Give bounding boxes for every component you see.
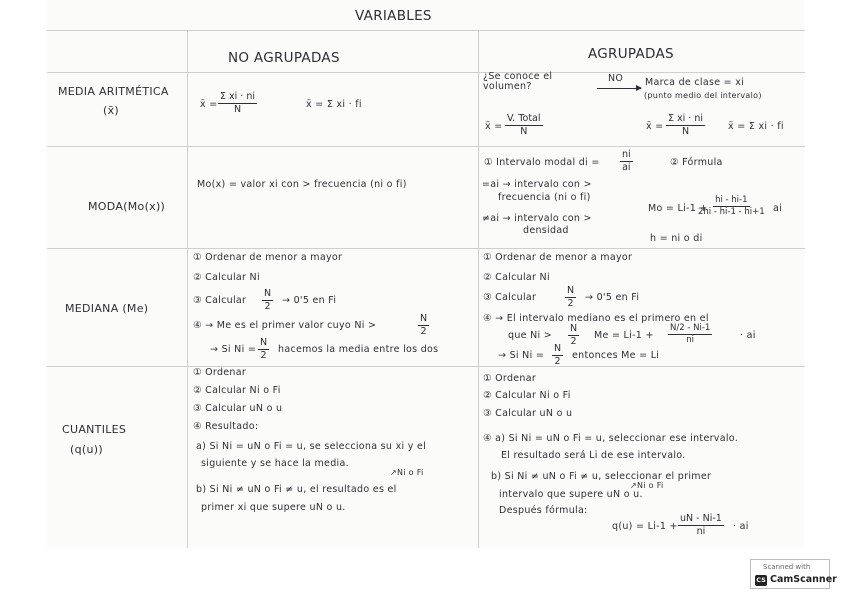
media-agrup-fi: x̄ = Σ xi · fi [728, 121, 784, 132]
moda-formula-lhs: Mo = Li-1 + [648, 203, 708, 214]
mediana-step-1: ① Ordenar de menor a mayor [193, 252, 343, 263]
row-divider [47, 366, 805, 367]
fraction-numerator: N [264, 288, 272, 299]
mediana-agrup-step-5-rest: entonces Me = Li [572, 350, 660, 361]
media-punto-medio: (punto medio del intervalo) [644, 91, 762, 100]
media-vt-fraction [505, 114, 543, 137]
cuantiles-agrup-step-2: ② Calcular Ni o Fi [483, 390, 571, 401]
fraction-denominator: 2 [260, 349, 267, 361]
moda-formula-fraction [698, 196, 765, 217]
row-label-mediana: MEDIANA (Me) [65, 302, 149, 315]
media-marca-clase: Marca de clase = xi [645, 77, 745, 88]
mediana-agrup-step-3-rest: → 0'5 en Fi [585, 292, 640, 303]
column-header-no-agrupadas: NO AGRUPADAS [228, 50, 340, 66]
mediana-agrup-step-1: ① Ordenar de menor a mayor [483, 252, 633, 263]
row-label-media: MEDIA ARITMÉTICA [58, 85, 169, 98]
moda-di-fraction [620, 150, 633, 173]
camscanner-badge [750, 559, 837, 589]
row-divider [47, 146, 805, 147]
media-fraction [218, 92, 257, 115]
fraction-denominator: 2 [554, 355, 561, 367]
row-label-moda: MODA(Mo(x)) [88, 200, 166, 213]
column-divider [478, 30, 479, 548]
row-label-cuantiles: CUANTILES [62, 423, 127, 436]
cuantiles-formula-fraction [678, 514, 724, 537]
moda-intervalo-modal: ① Intervalo modal di = [484, 157, 600, 168]
row-divider [47, 248, 805, 249]
media-formula-fi: x̄ = Σ xi · fi [306, 99, 362, 110]
row-symbol-media: (x̄) [103, 104, 119, 117]
fraction-numerator: Σ xi · ni [220, 91, 256, 102]
fraction-numerator: uN - Ni-1 [680, 513, 722, 524]
mediana-step-2: ② Calcular Ni [193, 272, 260, 283]
mediana-agrup-step-4b: que Ni > [508, 330, 553, 341]
mediana-formula-fraction [668, 324, 712, 345]
cuantiles-case-b-line1: b) Si Ni ≠ uN o Fi ≠ u, el resultado es el [196, 484, 397, 495]
mediana-step-5: → Si Ni = [210, 344, 257, 355]
fraction-numerator: V. Total [507, 113, 541, 124]
moda-eq-line2: frecuencia (ni o fi) [498, 192, 591, 203]
row-divider [47, 72, 805, 73]
moda-h-definition: h = ni o di [650, 233, 703, 244]
fraction-numerator: hi - hi-1 [715, 195, 748, 205]
cuantiles-formula-lhs: q(u) = Li-1 + [612, 521, 678, 532]
cuantiles-step-4: ④ Resultado: [193, 421, 259, 432]
mediana-step-5-rest: hacemos la media entre los dos [278, 344, 439, 355]
camscanner-logo-icon: CS [756, 576, 766, 584]
moda-formula-label: ② Fórmula [670, 157, 723, 168]
row-divider [47, 30, 805, 31]
column-divider [187, 30, 188, 548]
row-symbol-cuantiles: (q(u)) [70, 443, 103, 456]
fraction-denominator: N [520, 125, 528, 137]
mediana-agrup-n2-fraction [565, 286, 576, 309]
mediana-formula-rhs: · ai [740, 330, 756, 341]
fraction-denominator: ni [686, 334, 695, 345]
column-header-agrupadas: AGRUPADAS [588, 46, 674, 62]
mediana-agrup-step-3: ③ Calcular [483, 292, 537, 303]
moda-eq-line1: =ai → intervalo con > [482, 179, 592, 190]
cuantiles-step-1: ① Ordenar [193, 367, 247, 378]
fraction-denominator: N [233, 103, 242, 115]
fraction-numerator: N [420, 313, 428, 324]
cuantiles-step-3: ③ Calcular uN o u [193, 403, 283, 414]
fraction-numerator: N [554, 343, 562, 354]
cuantiles-agrup-case-a-line2: El resultado será Li de ese intervalo. [501, 450, 686, 461]
mediana-step-3: ③ Calcular [193, 295, 247, 306]
mediana-step-3-rest: → 0'5 en Fi [282, 295, 337, 306]
cuantiles-note: ↗Ni o Fi [390, 468, 424, 477]
cuantiles-agrup-step-1: ① Ordenar [483, 373, 537, 384]
mediana-agrup-step-4: ④ → El intervalo mediano es el primero en el [483, 313, 709, 324]
fraction-numerator: N [570, 323, 578, 334]
fraction-denominator: ni [696, 525, 706, 537]
fraction-numerator: ni [622, 149, 631, 160]
fraction-denominator: 2 [567, 297, 574, 309]
media-question: ¿Se conoce el volumen? [483, 71, 553, 93]
mediana-step-5-fraction [258, 338, 269, 361]
cuantiles-case-a-line1: a) Si Ni = uN o Fi = u, se selecciona su xi y el [196, 441, 427, 452]
moda-no-agrup: Mo(x) = valor xi con > frecuencia (ni o fi) [197, 179, 407, 190]
moda-neq-line2: densidad [523, 225, 569, 236]
cuantiles-agrup-case-b-line1: b) Si Ni ≠ uN o Fi ≠ u, seleccionar el primer [491, 471, 712, 482]
page-title: VARIABLES [355, 8, 432, 24]
fraction-numerator: N/2 - Ni-1 [670, 323, 711, 333]
badge-brand: CamScanner [770, 574, 837, 585]
cuantiles-agrup-case-b-line2: intervalo que supere uN o u. [499, 489, 643, 500]
mediana-step-4-fraction [418, 314, 429, 337]
cuantiles-step-2: ② Calcular Ni o Fi [193, 385, 281, 396]
mediana-step-4: ④ → Me es el primer valor cuyo Ni > [193, 320, 377, 331]
cuantiles-case-a-line2: siguiente y se hace la media. [201, 458, 349, 469]
cuantiles-case-b-line2: primer xi que supere uN o u. [201, 502, 346, 513]
fraction-numerator: Σ xi · ni [668, 113, 704, 124]
mediana-formula-lhs: Me = Li-1 + [594, 330, 654, 341]
fraction-denominator: ai [622, 161, 631, 173]
mediana-agrup-step-2: ② Calcular Ni [483, 272, 550, 283]
fraction-denominator: 2 [570, 335, 577, 347]
fraction-denominator: 2hi - hi-1 - hi+1 [698, 206, 765, 217]
fraction-denominator: 2 [420, 325, 427, 337]
moda-neq-line1: ≠ai → intervalo con > [482, 213, 592, 224]
arrow-icon [597, 88, 641, 89]
media-vt-lhs: x̄ = [485, 121, 503, 132]
cuantiles-agrup-case-a-line1: ④ a) Si Ni = uN o Fi = u, seleccionar ese intervalo. [483, 433, 739, 444]
cuantiles-agrup-despues: Después fórmula: [499, 505, 588, 516]
fraction-numerator: N [567, 285, 575, 296]
moda-formula-rhs: ai [773, 203, 783, 214]
fraction-denominator: N [681, 125, 690, 137]
fraction-numerator: N [260, 337, 268, 348]
badge-caption: Scanned with [763, 563, 811, 571]
mediana-n2-fraction [262, 289, 273, 312]
media-agrup-lhs: x̄ = [646, 121, 664, 132]
cuantiles-agrup-note: ↗Ni o Fi [630, 481, 664, 490]
fraction-denominator: 2 [264, 300, 271, 312]
mediana-agrup-step-5: → Si Ni = [498, 350, 545, 361]
mediana-agrup-step-5-fraction [552, 344, 563, 367]
media-formula-lhs: x̄ = [200, 99, 218, 110]
mediana-agrup-step-4-fraction [568, 324, 579, 347]
media-no-label: NO [608, 73, 624, 84]
cuantiles-formula-rhs: · ai [733, 521, 749, 532]
media-agrup-fraction [666, 114, 705, 137]
cuantiles-agrup-step-3: ③ Calcular uN o u [483, 408, 573, 419]
